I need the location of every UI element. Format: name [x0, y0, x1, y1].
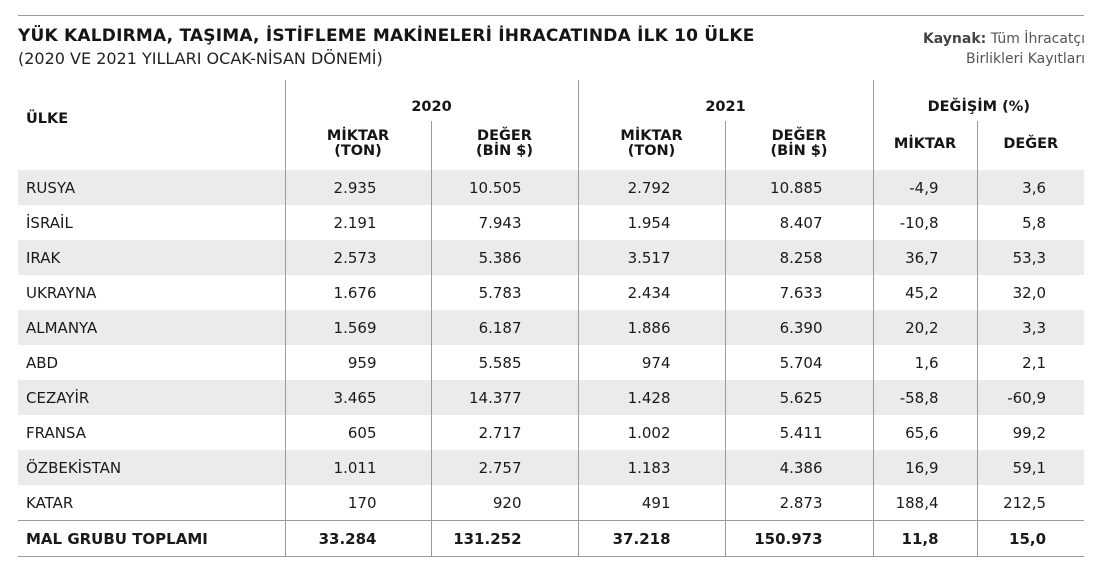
country-cell: UKRAYNA: [18, 275, 285, 310]
miktar-2020-cell: 3.465: [285, 380, 431, 415]
miktar-2020-cell: 1.011: [285, 450, 431, 485]
miktar-2020-cell: 2.191: [285, 205, 431, 240]
change-miktar-cell: 1,6: [873, 345, 977, 380]
col-header-miktar-2020: MİKTAR (TON): [285, 121, 431, 170]
deger-2020-cell: 10.505: [431, 170, 578, 205]
total-miktar-2021: 37.218: [578, 521, 725, 557]
miktar-2020-cell: 1.569: [285, 310, 431, 345]
col-group-2021: 2021: [578, 80, 873, 121]
country-cell: İSRAİL: [18, 205, 285, 240]
change-miktar-cell: -4,9: [873, 170, 977, 205]
export-table: [18, 80, 1084, 557]
deger-2021-cell: 5.704: [725, 345, 873, 380]
source-note: [923, 29, 1085, 69]
change-deger-cell: 53,3: [977, 240, 1084, 275]
miktar-2020-cell: 959: [285, 345, 431, 380]
total-miktar-2020: 33.284: [285, 521, 431, 557]
miktar-2021-cell: 491: [578, 485, 725, 521]
change-miktar-cell: 20,2: [873, 310, 977, 345]
change-miktar-cell: -58,8: [873, 380, 977, 415]
change-miktar-cell: 188,4: [873, 485, 977, 521]
country-cell: IRAK: [18, 240, 285, 275]
deger-2021-cell: 2.873: [725, 485, 873, 521]
deger-2020-cell: 5.386: [431, 240, 578, 275]
miktar-2020-cell: 605: [285, 415, 431, 450]
table-row: [18, 275, 1084, 310]
source-line-1: Tüm İhracatçı: [990, 31, 1085, 47]
total-label: MAL GRUBU TOPLAMI: [18, 521, 285, 557]
change-miktar-cell: 36,7: [873, 240, 977, 275]
deger-2021-cell: 5.625: [725, 380, 873, 415]
country-cell: ABD: [18, 345, 285, 380]
total-change-miktar: 11,8: [873, 521, 977, 557]
table-row: [18, 380, 1084, 415]
change-deger-cell: 3,3: [977, 310, 1084, 345]
deger-2020-cell: 2.717: [431, 415, 578, 450]
deger-2021-cell: 5.411: [725, 415, 873, 450]
country-cell: RUSYA: [18, 170, 285, 205]
change-deger-cell: 32,0: [1012, 283, 1047, 302]
miktar-2021-cell: 974: [578, 345, 725, 380]
miktar-2020-cell: 1.676: [285, 275, 431, 310]
col-group-2020: 2020: [285, 80, 578, 121]
table-subtitle: (2020 VE 2021 YILLARI OCAK-NİSAN DÖNEMİ): [18, 49, 383, 68]
total-change-deger: 15,0: [977, 521, 1084, 557]
change-miktar-cell: 45,2: [873, 275, 977, 310]
table-title: YÜK KALDIRMA, TAŞIMA, İSTİFLEME MAKİNELERİ İHRACATINDA İLK 10 ÜLKE: [18, 26, 755, 46]
deger-2020-cell: 14.377: [431, 380, 578, 415]
miktar-2021-cell: 2.434: [578, 275, 725, 310]
source-label: Kaynak:: [922, 31, 987, 47]
miktar-2021-cell: 1.954: [578, 205, 725, 240]
col-header-deger-2021: DEĞER (BİN $): [725, 121, 873, 170]
miktar-2021-cell: 1.886: [578, 310, 725, 345]
deger-2020-cell: 5.783: [431, 275, 578, 310]
miktar-2021-cell: 2.792: [578, 170, 725, 205]
deger-2020-cell: 5.585: [431, 345, 578, 380]
table-row: [18, 310, 1084, 345]
top-rule: [18, 15, 1084, 16]
total-deger-2020: 131.252: [431, 521, 578, 557]
deger-2020-cell: 2.757: [431, 450, 578, 485]
source-line-2: Birlikleri Kayıtları: [965, 51, 1085, 67]
miktar-2020-cell: 2.573: [285, 240, 431, 275]
table-row: [18, 240, 1084, 275]
table-row: [18, 415, 1084, 450]
table-row: [18, 450, 1084, 485]
country-cell: KATAR: [18, 485, 285, 521]
table-row: [18, 170, 1084, 205]
deger-2021-cell: 10.885: [725, 170, 873, 205]
miktar-2021-cell: 1.428: [578, 380, 725, 415]
change-deger-cell: 2,1: [1022, 353, 1047, 372]
table-row: [18, 485, 1084, 521]
country-cell: FRANSA: [18, 415, 285, 450]
col-header-miktar-2021: MİKTAR (TON): [578, 121, 725, 170]
change-deger-cell: 212,5: [1003, 493, 1047, 512]
country-cell: ALMANYA: [18, 310, 285, 345]
change-miktar-cell: -10,8: [873, 205, 977, 240]
miktar-2020-cell: 2.935: [285, 170, 431, 205]
col-header-change-deger: DEĞER: [1003, 135, 1059, 152]
change-deger-cell: 59,1: [977, 450, 1084, 485]
country-cell: ÖZBEKİSTAN: [18, 450, 285, 485]
col-group-change: DEĞİŞİM (%): [927, 99, 1030, 115]
country-cell: CEZAYİR: [18, 380, 285, 415]
col-header-country: ÜLKE: [18, 80, 285, 170]
miktar-2021-cell: 3.517: [578, 240, 725, 275]
change-deger-cell: -60,9: [977, 380, 1084, 415]
deger-2021-cell: 7.633: [725, 275, 873, 310]
col-header-deger-2020: DEĞER (BİN $): [431, 121, 578, 170]
change-deger-cell: 3,6: [977, 170, 1084, 205]
total-row: [18, 521, 1084, 557]
deger-2021-cell: 4.386: [725, 450, 873, 485]
deger-2021-cell: 8.407: [725, 205, 873, 240]
deger-2020-cell: 7.943: [431, 205, 578, 240]
miktar-2021-cell: 1.183: [578, 450, 725, 485]
total-deger-2021: 150.973: [725, 521, 873, 557]
deger-2021-cell: 6.390: [725, 310, 873, 345]
deger-2021-cell: 8.258: [725, 240, 873, 275]
col-header-change-miktar: MİKTAR: [873, 121, 977, 170]
change-deger-cell: 99,2: [1012, 423, 1047, 442]
miktar-2021-cell: 1.002: [578, 415, 725, 450]
change-miktar-cell: 65,6: [873, 415, 977, 450]
table-row: [18, 205, 1084, 240]
change-deger-cell: 5,8: [1022, 213, 1047, 232]
deger-2020-cell: 920: [431, 485, 578, 521]
deger-2020-cell: 6.187: [431, 310, 578, 345]
table-row: [18, 345, 1084, 380]
miktar-2020-cell: 170: [285, 485, 431, 521]
change-miktar-cell: 16,9: [873, 450, 977, 485]
